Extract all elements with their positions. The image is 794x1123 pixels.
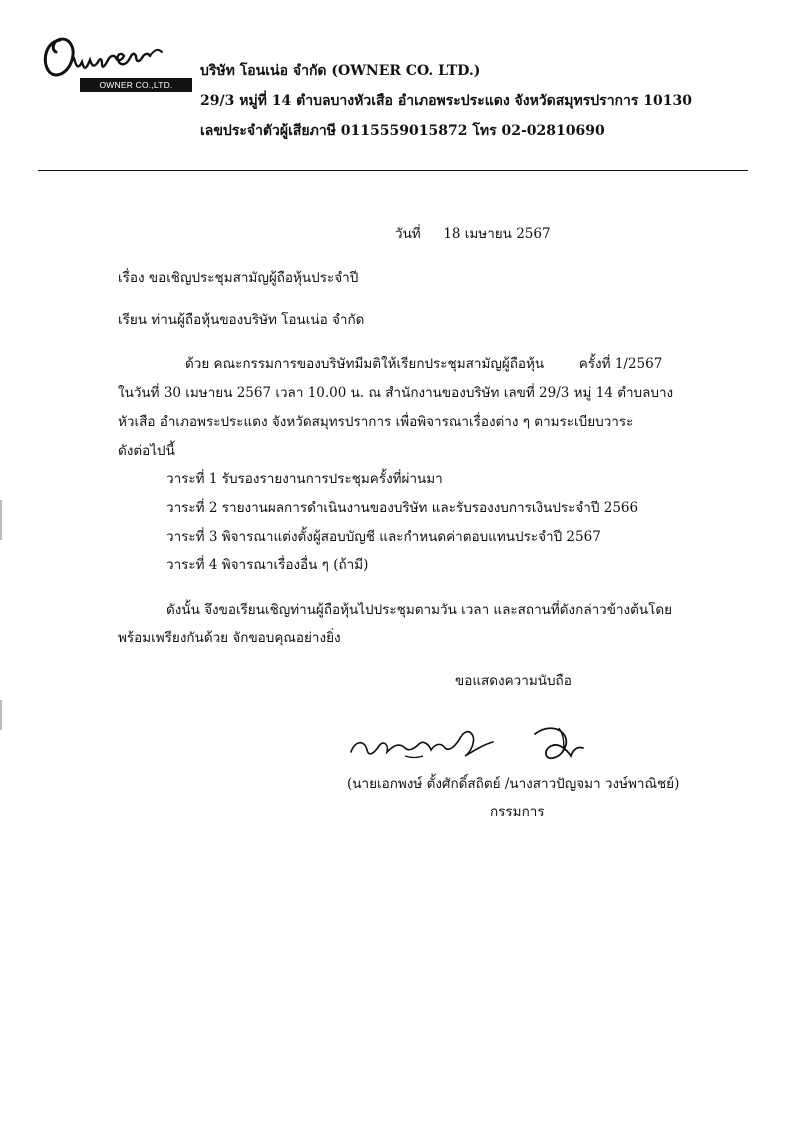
body-line-2: ในวันที่ 30 เมษายน 2567 เวลา 10.00 น. ณ สำนักงานของบริษัท เลขที่ 29/3 หมู่ 14 ตำบลบาง xyxy=(118,385,674,401)
body-line-1 xyxy=(185,352,662,374)
body-line-3: หัวเสือ อำเภอพระประแดง จังหวัดสมุทรปราการ เพื่อพิจารณาเรื่องต่าง ๆ ตามระเบียบวาระ xyxy=(118,414,634,430)
date-value: 18 เมษายน 2567 xyxy=(443,226,551,242)
date-label: วันที่ xyxy=(395,226,421,242)
handwritten-signatures xyxy=(345,722,585,770)
body-line-1-text: ด้วย คณะกรรมการของบริษัทมีมติให้เรียกประชุมสามัญผู้ถือหุ้น xyxy=(185,356,545,372)
agenda-item-3: วาระที่ 3 พิจารณาแต่งตั้งผู้สอบบัญชี และกำหนดค่าตอบแทนประจำปี 2567 xyxy=(166,529,601,545)
header-divider xyxy=(38,170,748,171)
closing-line-2: พร้อมเพรียงกันด้วย จักขอบคุณอย่างยิ่ง xyxy=(118,630,341,646)
body-line-4: ดังต่อไปนี้ xyxy=(118,443,175,459)
company-tax-phone: เลขประจำตัวผู้เสียภาษี 0115559015872 โทร 02-02810690 xyxy=(200,123,605,139)
agenda-item-1: วาระที่ 1 รับรองรายงานการประชุมครั้งที่ผ่านมา xyxy=(166,471,443,487)
scan-edge-mark xyxy=(0,700,2,730)
subject-line: เรื่อง ขอเชิญประชุมสามัญผู้ถือหุ้นประจำปี xyxy=(118,270,359,286)
closing-line-1: ดังนั้น จึงขอเรียนเชิญท่านผู้ถือหุ้นไปประชุมตามวัน เวลา และสถานที่ดังกล่าวข้างต้นโดย xyxy=(166,602,673,618)
signatory-title: กรรมการ xyxy=(490,804,545,820)
signatory-names: (นายเอกพงษ์ ตั้งศักดิ์สถิตย์ /นางสาวปัญจมา วงษ์พาณิชย์) xyxy=(347,776,680,792)
company-address: 29/3 หมู่ที่ 14 ตำบลบางหัวเสือ อำเภอพระประแดง จังหวัดสมุทรปราการ 10130 xyxy=(200,93,692,109)
logo-script xyxy=(38,30,166,82)
logo-bar-text: OWNER CO.,LTD. xyxy=(80,78,192,92)
scan-edge-mark xyxy=(0,500,2,540)
salutation-line: เรียน ท่านผู้ถือหุ้นของบริษัท โอนเน่อ จำกัด xyxy=(118,312,365,328)
company-logo xyxy=(36,30,173,92)
company-name: บริษัท โอนเน่อ จำกัด (OWNER CO. LTD.) xyxy=(200,63,481,79)
closing-regards: ขอแสดงความนับถือ xyxy=(455,673,572,689)
body-line-1-tail: ครั้งที่ 1/2567 xyxy=(578,356,663,372)
agenda-item-2: วาระที่ 2 รายงานผลการดำเนินงานของบริษัท และรับรองงบการเงินประจำปี 2566 xyxy=(166,500,639,516)
date-line xyxy=(395,222,551,244)
agenda-item-4: วาระที่ 4 พิจารณาเรื่องอื่น ๆ (ถ้ามี) xyxy=(166,557,369,573)
